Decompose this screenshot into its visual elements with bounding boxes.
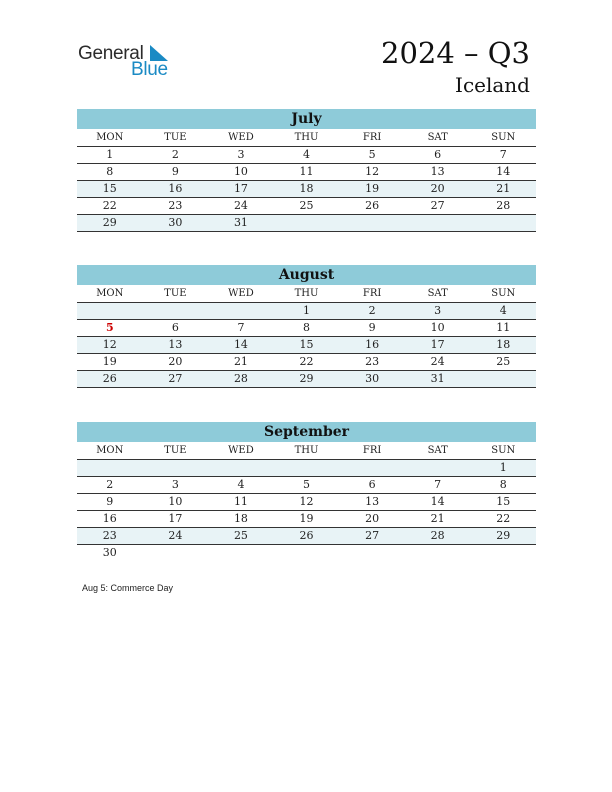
day-cell <box>143 303 209 319</box>
day-cell: 17 <box>168 512 183 525</box>
day-cell: 27 <box>430 199 445 212</box>
weekday-label: SAT <box>427 132 448 143</box>
day-cell: 17 <box>233 182 248 195</box>
day-cell: 16 <box>365 338 380 351</box>
day-cell <box>143 545 209 561</box>
weekday-label: MON <box>96 288 124 299</box>
day-cell: 15 <box>102 182 117 195</box>
day-cell <box>470 215 536 231</box>
day-cell: 13 <box>365 495 380 508</box>
day-cell: 28 <box>233 372 248 385</box>
day-cell: 5 <box>303 478 311 491</box>
day-cell <box>339 460 405 476</box>
day-cell: 4 <box>237 478 245 491</box>
day-cell <box>274 545 340 561</box>
day-cell: 31 <box>430 372 445 385</box>
week-row <box>77 354 536 371</box>
week-row <box>77 545 536 561</box>
weekday-label: MON <box>96 445 124 456</box>
day-cell: 13 <box>430 165 445 178</box>
day-cell: 9 <box>368 321 376 334</box>
week-row <box>77 215 536 232</box>
weekday-label: SUN <box>491 445 516 456</box>
day-cell: 3 <box>434 304 442 317</box>
day-cell <box>339 215 405 231</box>
day-cell: 18 <box>299 182 314 195</box>
week-row <box>77 477 536 494</box>
weekday-label: THU <box>294 132 319 143</box>
day-cell: 14 <box>430 495 445 508</box>
day-cell: 28 <box>496 199 511 212</box>
day-cell <box>77 303 143 319</box>
day-cell: 12 <box>299 495 314 508</box>
day-cell: 8 <box>303 321 311 334</box>
day-cell: 10 <box>430 321 445 334</box>
day-cell: 24 <box>168 529 183 542</box>
day-cell: 31 <box>233 216 248 229</box>
day-cell: 2 <box>171 148 179 161</box>
day-cell: 6 <box>368 478 376 491</box>
week-row <box>77 511 536 528</box>
day-cell: 10 <box>233 165 248 178</box>
day-cell <box>208 303 274 319</box>
month-september <box>77 422 536 561</box>
weekday-label: THU <box>294 288 319 299</box>
month-july <box>77 109 536 232</box>
day-cell <box>470 371 536 387</box>
day-cell: 9 <box>171 165 179 178</box>
day-cell: 24 <box>430 355 445 368</box>
day-cell: 23 <box>168 199 183 212</box>
day-cell <box>143 460 209 476</box>
day-cell: 16 <box>102 512 117 525</box>
week-row <box>77 164 536 181</box>
page-title: 2024 – Q3 <box>381 36 530 70</box>
day-cell: 20 <box>365 512 380 525</box>
day-cell <box>405 215 471 231</box>
logo-blue-text: Blue <box>131 59 168 80</box>
day-cell <box>470 545 536 561</box>
day-cell: 27 <box>168 372 183 385</box>
day-cell: 22 <box>102 199 117 212</box>
day-cell: 1 <box>106 148 114 161</box>
logo-general-text: General <box>78 43 144 64</box>
day-cell: 21 <box>233 355 248 368</box>
day-cell: 26 <box>299 529 314 542</box>
weekday-header <box>77 129 536 147</box>
day-cell: 1 <box>499 461 507 474</box>
day-cell <box>274 215 340 231</box>
week-row <box>77 337 536 354</box>
weekday-label: WED <box>228 132 254 143</box>
weekday-label: TUE <box>164 288 187 299</box>
day-cell <box>208 545 274 561</box>
day-cell: 8 <box>106 165 114 178</box>
day-cell: 15 <box>496 495 511 508</box>
day-cell <box>274 460 340 476</box>
holiday-day-cell: 5 <box>105 321 114 334</box>
day-cell: 12 <box>365 165 380 178</box>
day-cell: 7 <box>434 478 442 491</box>
day-cell: 22 <box>496 512 511 525</box>
day-cell: 29 <box>102 216 117 229</box>
day-cell: 6 <box>171 321 179 334</box>
week-row <box>77 320 536 337</box>
day-cell: 30 <box>102 546 117 559</box>
weekday-label: SUN <box>491 288 516 299</box>
day-cell: 30 <box>365 372 380 385</box>
weekday-header <box>77 442 536 460</box>
day-cell: 6 <box>434 148 442 161</box>
day-cell <box>405 545 471 561</box>
day-cell: 3 <box>171 478 179 491</box>
day-cell: 21 <box>496 182 511 195</box>
weekday-label: SAT <box>427 288 448 299</box>
day-cell: 26 <box>102 372 117 385</box>
day-cell: 5 <box>368 148 376 161</box>
day-cell: 22 <box>299 355 314 368</box>
month-name: August <box>77 265 536 285</box>
day-cell: 21 <box>430 512 445 525</box>
month-name: July <box>77 109 536 129</box>
day-cell: 2 <box>106 478 114 491</box>
day-cell: 13 <box>168 338 183 351</box>
day-cell: 10 <box>168 495 183 508</box>
weekday-label: SAT <box>427 445 448 456</box>
day-cell: 11 <box>299 165 314 178</box>
weekday-label: THU <box>294 445 319 456</box>
day-cell: 14 <box>233 338 248 351</box>
day-cell: 20 <box>430 182 445 195</box>
day-cell: 27 <box>365 529 380 542</box>
day-cell: 11 <box>496 321 511 334</box>
weekday-label: WED <box>228 445 254 456</box>
day-cell: 7 <box>237 321 245 334</box>
day-cell <box>208 460 274 476</box>
day-cell: 23 <box>102 529 117 542</box>
day-cell: 19 <box>365 182 380 195</box>
day-cell: 11 <box>233 495 248 508</box>
weekday-label: FRI <box>362 288 382 299</box>
day-cell: 14 <box>496 165 511 178</box>
day-cell: 1 <box>303 304 311 317</box>
day-cell: 9 <box>106 495 114 508</box>
day-cell: 23 <box>365 355 380 368</box>
day-cell <box>405 460 471 476</box>
weekday-label: SUN <box>491 132 516 143</box>
day-cell: 29 <box>299 372 314 385</box>
day-cell: 26 <box>365 199 380 212</box>
day-cell: 2 <box>368 304 376 317</box>
day-cell: 3 <box>237 148 245 161</box>
day-cell <box>77 460 143 476</box>
day-cell: 25 <box>496 355 511 368</box>
day-cell: 18 <box>496 338 511 351</box>
day-cell: 25 <box>233 529 248 542</box>
week-row <box>77 181 536 198</box>
weekday-label: TUE <box>164 132 187 143</box>
day-cell: 19 <box>299 512 314 525</box>
weekday-label: TUE <box>164 445 187 456</box>
weekday-label: FRI <box>362 445 382 456</box>
day-cell: 18 <box>233 512 248 525</box>
day-cell: 17 <box>430 338 445 351</box>
week-row <box>77 528 536 545</box>
day-cell: 4 <box>499 304 507 317</box>
weekday-header <box>77 285 536 303</box>
day-cell: 28 <box>430 529 445 542</box>
week-row <box>77 494 536 511</box>
week-row <box>77 371 536 388</box>
day-cell: 19 <box>102 355 117 368</box>
month-august <box>77 265 536 388</box>
day-cell: 7 <box>499 148 507 161</box>
day-cell: 16 <box>168 182 183 195</box>
day-cell: 20 <box>168 355 183 368</box>
day-cell: 12 <box>102 338 117 351</box>
logo <box>78 40 178 80</box>
country-name: Iceland <box>455 73 530 97</box>
week-row <box>77 147 536 164</box>
day-cell: 29 <box>496 529 511 542</box>
week-row <box>77 303 536 320</box>
month-name: September <box>77 422 536 442</box>
weekday-label: WED <box>228 288 254 299</box>
week-row <box>77 198 536 215</box>
day-cell: 4 <box>303 148 311 161</box>
day-cell: 30 <box>168 216 183 229</box>
weekday-label: MON <box>96 132 124 143</box>
day-cell: 24 <box>233 199 248 212</box>
day-cell: 8 <box>499 478 507 491</box>
holiday-note: Aug 5: Commerce Day <box>82 583 174 593</box>
day-cell: 15 <box>299 338 314 351</box>
week-row <box>77 460 536 477</box>
weekday-label: FRI <box>362 132 382 143</box>
day-cell <box>339 545 405 561</box>
day-cell: 25 <box>299 199 314 212</box>
